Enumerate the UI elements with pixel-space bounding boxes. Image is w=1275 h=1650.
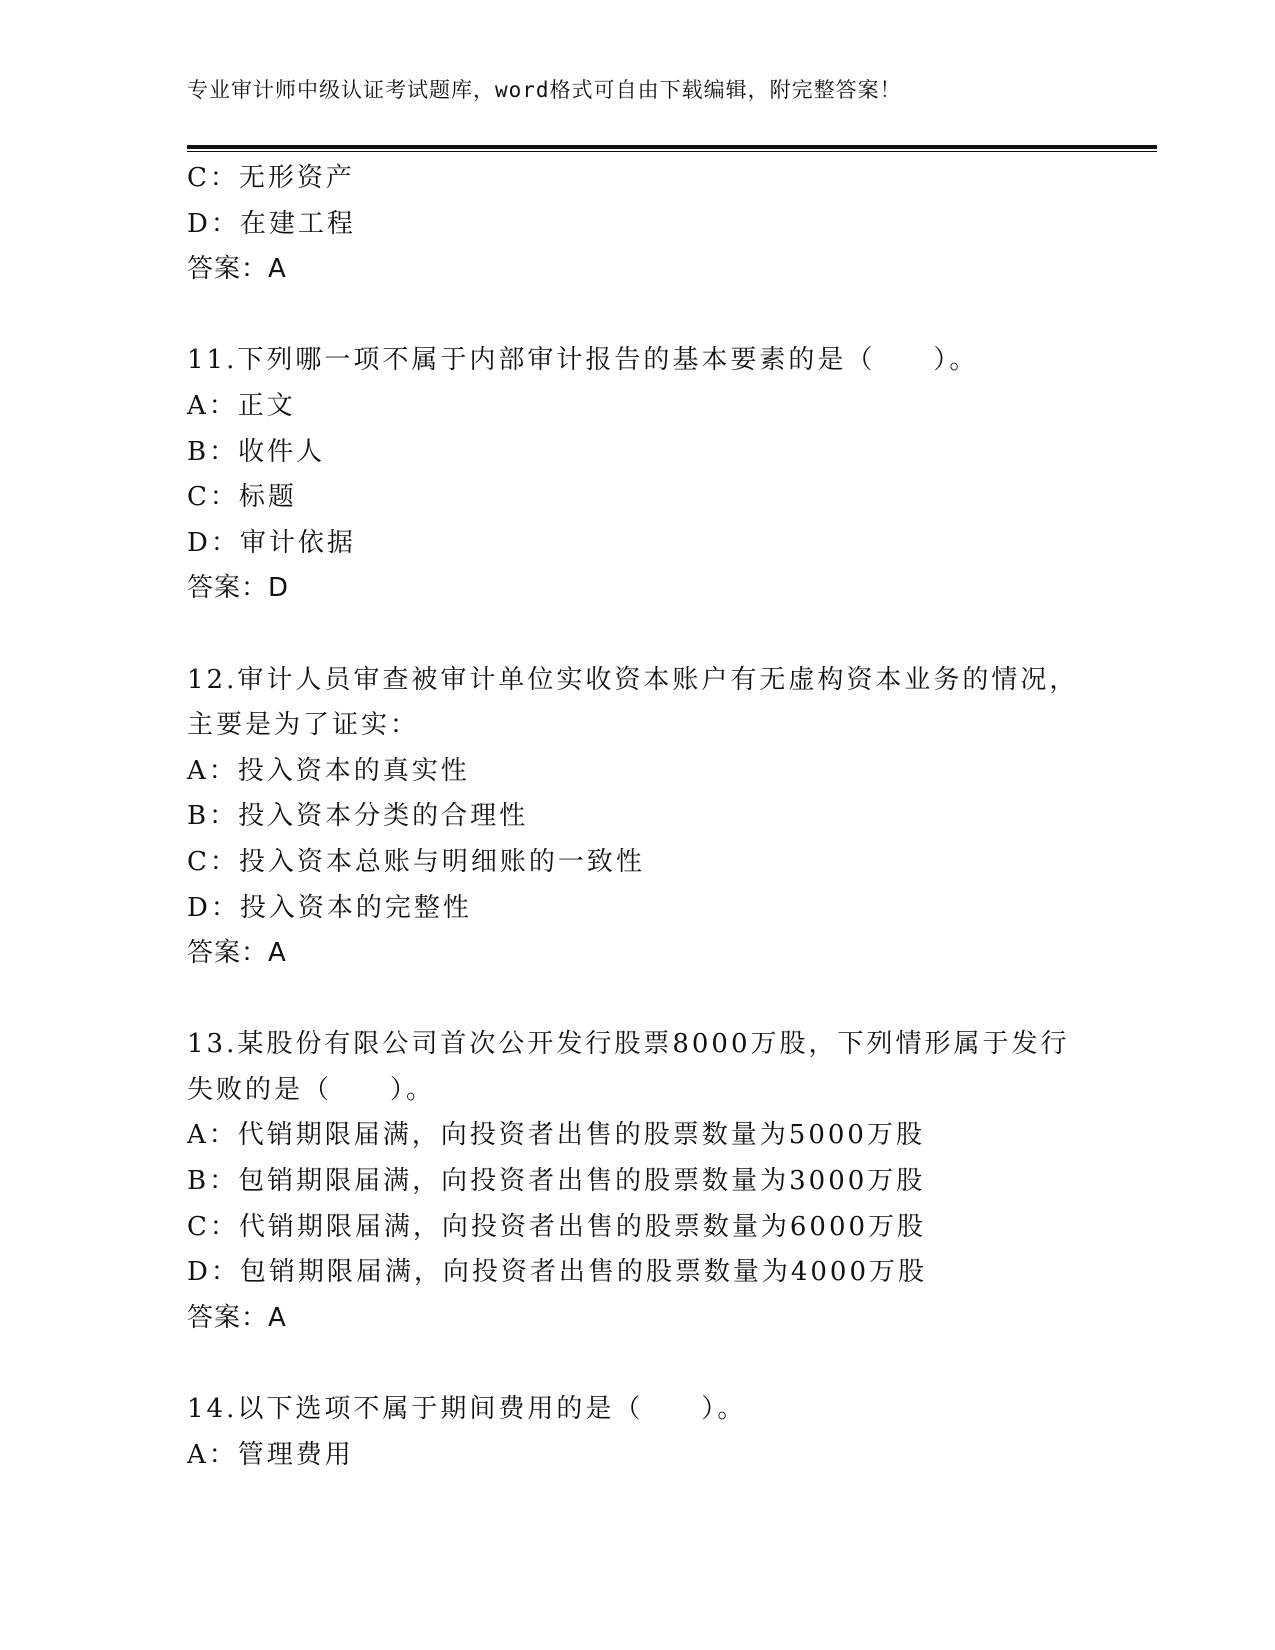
page-header: 专业审计师中级认证考试题库，word格式可自由下载编辑，附完整答案！ xyxy=(187,78,902,102)
question-stem-cont: 失败的是（ ）。 xyxy=(187,1074,436,1105)
question-stem: 13.某股份有限公司首次公开发行股票8000万股，下列情形属于发行 xyxy=(187,1029,1070,1060)
option-a: A：代销期限届满，向投资者出售的股票数量为5000万股 xyxy=(187,1120,925,1151)
header-rule-thick xyxy=(187,145,1157,149)
answer-line: 答案：D xyxy=(187,573,290,604)
option-d: D：审计依据 xyxy=(187,527,356,558)
question-11 xyxy=(187,338,1087,612)
option-c: C：无形资产 xyxy=(187,163,355,193)
prev-question-block xyxy=(187,156,1087,293)
question-12 xyxy=(187,658,1087,977)
option-d: D：在建工程 xyxy=(187,208,356,239)
option-a: A：正文 xyxy=(187,390,296,421)
question-stem-cont: 主要是为了证实： xyxy=(187,710,420,741)
header-rule-thin xyxy=(187,151,1157,152)
option-b: B：包销期限届满，向投资者出售的股票数量为3000万股 xyxy=(187,1166,926,1197)
question-stem: 12.审计人员审查被审计单位实收资本账户有无虚构资本业务的情况， xyxy=(187,664,1079,695)
option-b: B：收件人 xyxy=(187,436,326,467)
option-c: C：投入资本总账与明细账的一致性 xyxy=(187,846,645,877)
answer-line: 答案：A xyxy=(187,938,287,969)
option-a: A：管理费用 xyxy=(187,1439,354,1470)
option-d: D：投入资本的完整性 xyxy=(187,892,472,923)
option-c: C：标题 xyxy=(187,482,297,513)
answer-line: 答案：A xyxy=(187,254,287,285)
question-14 xyxy=(187,1387,1087,1478)
option-c: C：代销期限届满，向投资者出售的股票数量为6000万股 xyxy=(187,1211,927,1242)
question-stem: 14.以下选项不属于期间费用的是（ ）。 xyxy=(187,1394,747,1425)
answer-line: 答案：A xyxy=(187,1302,287,1333)
option-a: A：投入资本的真实性 xyxy=(187,755,470,786)
option-d: D：包销期限届满，向投资者出售的股票数量为4000万股 xyxy=(187,1257,928,1288)
question-stem: 11.下列哪一项不属于内部审计报告的基本要素的是（ ）。 xyxy=(187,345,979,376)
question-list xyxy=(187,156,1087,1478)
question-13 xyxy=(187,1022,1087,1341)
option-b: B：投入资本分类的合理性 xyxy=(187,801,529,832)
